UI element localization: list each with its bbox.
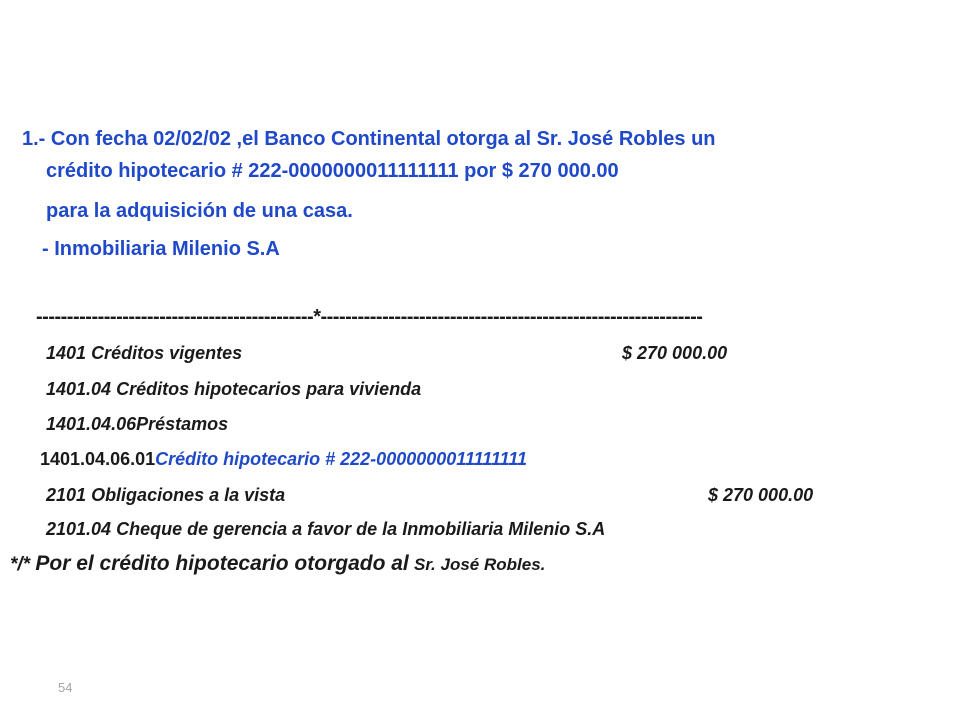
intro-line-1: 1.- Con fecha 02/02/02 ,el Banco Continental otorga al Sr. José Robles un: [22, 128, 716, 150]
entry-row: [46, 343, 242, 364]
note-client: Sr. José Robles.: [414, 555, 546, 574]
account-code: 1401.04.06: [46, 414, 137, 434]
entry-row: [46, 485, 285, 506]
account-code: 2101: [46, 485, 87, 505]
account-code: 1401: [46, 343, 87, 363]
entry-row: [46, 519, 605, 540]
credit-amount: $ 270 000.00: [708, 485, 814, 505]
account-description: Créditos hipotecarios para vivienda: [116, 379, 422, 399]
account-code: 2101.04: [46, 519, 112, 539]
note-prefix: */*: [10, 554, 31, 575]
intro-line-2: crédito hipotecario # 222-0000000011111111 por $ 270 000.00: [46, 160, 619, 182]
debit-amount: $ 270 000.00: [622, 343, 728, 363]
entry-row: [46, 379, 421, 400]
intro-line-3: para la adquisición de una casa.: [46, 200, 353, 222]
account-description: Préstamos: [136, 414, 229, 434]
entry-row: [46, 414, 228, 435]
account-code: 1401.04: [46, 379, 112, 399]
account-description: Obligaciones a la vista: [91, 485, 286, 505]
intro-line-4: - Inmobiliaria Milenio S.A: [42, 238, 280, 260]
account-description: Créditos vigentes: [91, 343, 243, 363]
account-description: Crédito hipotecario # 222-0000000011111111: [155, 449, 527, 469]
entry-row: [40, 449, 527, 470]
page-number: 54: [58, 680, 73, 695]
entry-note: [10, 552, 545, 576]
divider-line: ---------------------------------------------*--------------------------------------------------------------: [36, 306, 703, 328]
note-text: Por el crédito hipotecario otorgado al: [35, 552, 409, 575]
account-description: Cheque de gerencia a favor de la Inmobiliaria Milenio S.A: [116, 519, 606, 539]
account-code: 1401.04.06.01: [40, 449, 156, 469]
